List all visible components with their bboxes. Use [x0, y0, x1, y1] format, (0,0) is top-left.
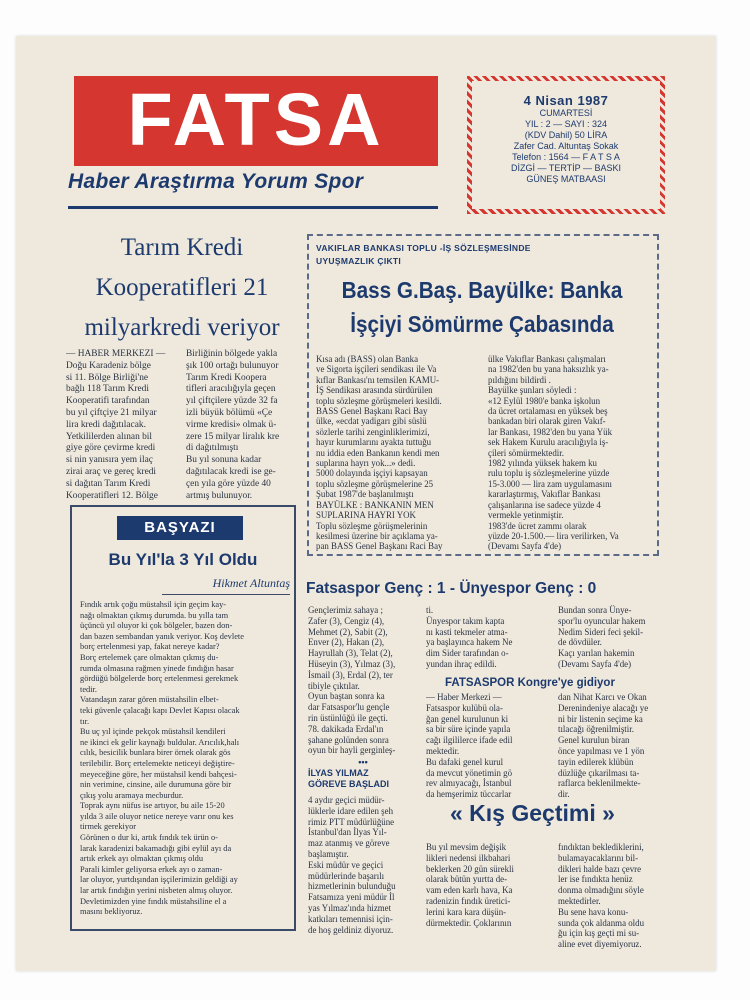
- text-line: nı kasti tekmeler atma-: [426, 626, 508, 637]
- text-line: likleri nedensi ilkbahari: [426, 852, 511, 863]
- text-line: yüzde 20-1.500.— lira verilirken, Va: [488, 530, 619, 541]
- ilyas-body: [308, 795, 418, 935]
- text-line: virme kredisi» olmak ü-: [186, 419, 277, 430]
- text-line: bulamayacaklarını bil-: [558, 852, 639, 863]
- issue-phone: Telefon : 1564 — F A T S A: [512, 152, 620, 162]
- text-line: çalışanlarına ise sadece yüzde 4: [488, 499, 601, 510]
- issue-date: 4 Nisan 1987: [523, 93, 609, 108]
- text-line: lar oluyor, yurtdışından işçilerimizin geldiği ay: [80, 875, 238, 885]
- text-line: Zafer (3), Cengiz (4),: [308, 615, 385, 626]
- text-line: çen yıla göre yüzde 40: [186, 478, 271, 489]
- text-line: — HABER MERKEZİ —: [66, 349, 166, 359]
- text-line: 1982 yılında yüksek hakem ku: [488, 458, 597, 469]
- text-line: Derenindeniye alacağı ye: [558, 702, 649, 713]
- text-line: lar Bankası, 1982'den bu yana Yük: [488, 426, 613, 437]
- text-line: olarak bütün yurtta de-: [426, 874, 508, 885]
- text-line: sa bir süre içinde yapıla: [426, 724, 511, 735]
- text-line: tayin edilerek klübün: [558, 756, 634, 767]
- text-line: hizmetlerinin bulunduğu: [308, 881, 396, 892]
- text-line: üçüncü yıl oluyor ki çok bölgeler, bazen don-: [80, 621, 233, 631]
- text-line: Borç ertelemek çare olmaktan çıkmış du-: [80, 652, 219, 662]
- text-line: sözlerle tarihi zenginliklerimizi,: [316, 426, 430, 437]
- text-line: Bundan sonra Ünye-: [558, 605, 632, 615]
- text-line: raflarca beklenilmekte-: [558, 778, 641, 789]
- text-line: Hüseyin (3), Yılmaz (3),: [308, 658, 396, 669]
- masthead-title: FATSA: [127, 78, 385, 161]
- text-line: Bu sene hava konu-: [558, 906, 629, 917]
- text-line: rin üstünlüğü ile geçti.: [308, 712, 388, 723]
- masthead-rule: [68, 206, 438, 209]
- issue-press: GÜNEŞ MATBAASI: [526, 174, 606, 184]
- text-line: 15-3.000 — lira zam uygulamasını: [488, 478, 612, 489]
- issue-info-box: [467, 76, 665, 214]
- text-line: lüklerle idare edilen şeh: [308, 805, 394, 816]
- text-line: si dağıtan Tarım Kredi: [66, 478, 151, 489]
- text-line: Fındık artık çoğu müstahsil için geçim kay-: [80, 600, 227, 609]
- ilyas-headline-line-1: İLYAS YILMAZ: [308, 768, 369, 778]
- text-line: Oyun baştan sonra ka: [308, 691, 385, 702]
- text-line: na 1982'den bu yana haksızlık ya-: [488, 364, 609, 375]
- issue-day: CUMARTESİ: [539, 108, 593, 118]
- text-line: Gençlerimiz sahaya ;: [308, 605, 383, 615]
- text-line: beklerken 20 gün sürekli: [426, 863, 514, 874]
- text-line: şık 100 ortağı bulunuyor: [186, 360, 279, 371]
- text-line: Bu yıl sonuna kadar: [186, 455, 262, 466]
- text-line: nu iddia eden Bankanın kendi men: [316, 447, 440, 458]
- text-line: (Devamı Sayfa 4'de): [558, 658, 632, 669]
- kis-headline: « Kış Geçtimi »: [450, 800, 615, 826]
- text-line: Kooperatifi tarafından: [66, 396, 150, 407]
- kongre-headline: FATSASPOR Kongre'ye gidiyor: [445, 677, 615, 689]
- text-line: suplarına hayrı yok...» dedi.: [316, 458, 416, 469]
- text-line: Mehmet (2), Sabit (2),: [308, 626, 388, 637]
- text-line: İstanbul'dan İlyas Yıl-: [308, 827, 387, 838]
- issue-price: (KDV Dahil) 50 LİRA: [524, 130, 608, 140]
- text-line: sunda çok aldanma oldu: [558, 917, 645, 928]
- text-line: dan Nihat Karcı ve Okan: [558, 692, 647, 702]
- text-line: Nedim Sideri feci şekil-: [558, 626, 644, 637]
- text-line: yundan ihraç edildi.: [426, 658, 497, 669]
- issue-address: Zafer Cad. Altuntaş Sokak: [513, 141, 619, 151]
- vakif-headline-line-2: İşçiyi Sömürme Çabasında: [350, 311, 614, 337]
- text-line: İsmail (3), Erdal (2), ter: [308, 669, 393, 680]
- text-line: 4 aydır geçici müdür-: [308, 795, 385, 805]
- tarim-column-2: [186, 349, 298, 502]
- text-line: Yetkililerden alınan bil: [66, 431, 153, 442]
- tarim-headline-line-3: milyarkredi veriyor: [84, 314, 280, 341]
- text-line: Devletimizden yine fındık müstahsiline el a: [80, 896, 227, 906]
- text-line: rev almıyacağı, İstanbul: [426, 778, 512, 789]
- text-line: de dövdüler.: [558, 637, 602, 648]
- kis-column-1: [426, 842, 538, 928]
- text-line: bağlı 118 Tarım Kredi: [66, 384, 149, 395]
- text-line: (Devamı Sayfa 4'de): [488, 541, 562, 552]
- text-line: 1983'de ücret zammı olarak: [488, 520, 587, 531]
- kis-column-2: [558, 842, 660, 950]
- text-line: masını bekliyoruz.: [80, 907, 143, 917]
- kongre-column-2: [558, 692, 660, 800]
- text-line: fındıktan beklediklerini,: [558, 842, 644, 852]
- vakif-column-1: [316, 354, 472, 552]
- text-line: zirai araç ve gereç kredi: [66, 466, 157, 477]
- text-line: dürmektedir. Çoklarının: [426, 917, 512, 928]
- text-line: de hoş geldiniz diyoruz.: [308, 924, 394, 935]
- editorial-badge: BAŞYAZI: [117, 516, 243, 540]
- text-line: Kooperatifleri 12. Bölge: [66, 490, 158, 501]
- text-line: SUPLARINA HAYRI YOK: [316, 510, 416, 521]
- text-line: mektedir.: [426, 745, 460, 756]
- text-line: ve Sigorta işçileri sendikası ile Va: [316, 364, 437, 375]
- text-line: çileri sömürmektedir.: [488, 447, 564, 458]
- text-line: Görünen o dur ki, artık fındık tek ürün o-: [80, 833, 218, 843]
- text-line: artık erkek ayı olmaktan çıkmış oldu: [80, 854, 204, 864]
- ilyas-stars: •••: [358, 757, 368, 767]
- text-line: Ünyespor takım kapta: [426, 615, 505, 626]
- text-line: dim Sider tarafından o-: [426, 648, 509, 659]
- text-line: tibiyle çıktılar.: [308, 680, 360, 691]
- vakif-headline: [329, 273, 635, 341]
- text-line: lerini kara kara düşün-: [426, 906, 507, 917]
- text-line: Hayrullah (3), Telat (2),: [308, 648, 393, 659]
- text-line: gördüğü bölgelerde borç ertelenmesi gerekmek: [80, 674, 239, 684]
- text-line: kıflar Bankası'nı temsilen KAMU-: [316, 374, 440, 385]
- text-line: Parali kimler geliyorsa erkek ayı o zaman-: [80, 864, 223, 874]
- text-line: bankadan biri olarak giren Vakıf-: [488, 416, 606, 427]
- text-line: dikleri halde bazı çevre: [558, 863, 642, 874]
- text-line: nağı olmaktan çıkmış durumda. bu yılla tam: [80, 610, 229, 620]
- text-line: Şubat 1987'de başlanılmıştı: [316, 489, 414, 500]
- tarim-headline-line-2: Kooperatifleri 21: [95, 274, 269, 301]
- text-line: nin verimine, cinsine, aile durumuna göre bir: [80, 780, 232, 790]
- vakif-kicker: [316, 242, 646, 268]
- text-line: ya başlayınca hakem Ne: [426, 637, 513, 648]
- text-line: da mevcut yönetimin gö: [426, 767, 513, 778]
- text-line: Fatsamıza yeni müdür İl: [308, 892, 395, 903]
- kongre-column-1: [426, 692, 538, 800]
- vakif-column-2: [488, 354, 650, 552]
- text-line: zere 15 milyar liralık kre: [186, 431, 280, 442]
- text-line: maz atanmış ve göreve: [308, 838, 390, 849]
- text-line: rimiz PTT müdürlüğüne: [308, 816, 395, 827]
- text-line: tifleri aracılığıyla geçen: [186, 384, 276, 395]
- vakif-kicker-line-2: UYUŞMAZLIK ÇIKTI: [316, 256, 402, 266]
- masthead-tagline: Haber Araştırma Yorum Spor: [68, 170, 364, 193]
- editorial-body: [80, 600, 290, 918]
- text-line: radenizin fındık üretici-: [426, 895, 511, 906]
- text-line: Genel kurulun biran: [558, 735, 630, 746]
- text-line: ğan genel kurulunun ki: [426, 713, 509, 724]
- text-line: borç ertelenmesi yap, fakat nereye kadar?: [80, 642, 220, 652]
- text-line: Kaçı yarılan hakemin: [558, 648, 635, 659]
- text-line: Eski müdür ve geçici: [308, 859, 384, 870]
- text-line: oyun bir hayli gerginleş-: [308, 745, 396, 756]
- text-line: yas Yılmaz'ında hizmet: [308, 902, 392, 913]
- text-line: düzlüğe çıkarilması ta-: [558, 767, 640, 778]
- text-line: tirmek gerekiyor: [80, 822, 137, 832]
- tarim-column-1: [66, 349, 178, 502]
- text-line: dir.: [558, 789, 570, 800]
- sport-column-1: [308, 605, 418, 756]
- text-line: Bayülke şunları söyledi :: [488, 385, 577, 396]
- text-line: ler ise fındıkta henüz: [558, 874, 633, 885]
- text-line: İŞ Sendikası arasında sürdürülen: [316, 385, 433, 396]
- text-line: artmış bulunuyor.: [186, 490, 253, 501]
- text-line: teki güvenle çalacağı kapı Devlet Kapısı olacak: [80, 705, 240, 715]
- ilyas-headline: [308, 757, 418, 790]
- text-line: ti.: [426, 605, 434, 615]
- text-line: önce yapılması ve 1 yön: [558, 745, 645, 756]
- text-line: ülke, «ecdat yadigarı gibi süslü: [316, 416, 427, 427]
- editorial-headline: Bu Yıl'la 3 Yıl Oldu: [108, 550, 258, 569]
- text-line: toplu sözleşme görüşmelerine 25: [316, 478, 434, 489]
- text-line: kararlaştırmış, Vakıflar Bankası: [488, 489, 601, 500]
- text-line: mektedirler.: [558, 895, 601, 906]
- issue-print: DİZGİ — TERTİP — BASKI: [510, 163, 622, 173]
- text-line: tır.: [80, 716, 90, 726]
- text-line: BASS Genel Başkanı Raci Bay: [316, 406, 428, 417]
- text-line: müdürlerinde başarılı: [308, 870, 385, 881]
- text-line: lar artık fındığın yerini nisbeten almış oluyor.: [80, 886, 233, 896]
- text-line: yılda 3 aile oluyor netice nereye varır onu kes: [80, 811, 234, 821]
- ilyas-headline-line-2: GÖREVE BAŞLADI: [308, 779, 390, 789]
- text-line: si nin yanısıra yem ilaç: [66, 455, 153, 466]
- text-line: spor'lu oyuncular hakem: [558, 615, 646, 626]
- text-line: Enver (2), Hakan (2),: [308, 637, 385, 648]
- text-line: vam eden karlı hava, Ka: [426, 885, 513, 896]
- text-line: cılık, besicilik bunlara birer örnek olarak gös: [80, 748, 231, 758]
- text-line: BAYÜLKE : BANKANIN MEN: [316, 499, 434, 510]
- text-line: rulu toplu iş sözleşmelerine yüzde: [488, 468, 610, 479]
- text-line: da ücret ortalaması en yüksek beş: [488, 406, 608, 417]
- text-line: katkıları temennisi için-: [308, 913, 393, 924]
- text-line: Kısa adı (BASS) olan Banka: [316, 354, 419, 364]
- text-line: toplu sözleşme görüşmeleri kesildi.: [316, 395, 442, 406]
- text-line: yıl çiftçilere yüzde 32 fa: [186, 396, 278, 407]
- text-line: Toprak aynı nüfus ise artıyor, bu aile 15-20: [80, 801, 225, 811]
- text-line: Vatandaşın zarar gören müstahsilin elbet-: [80, 695, 219, 705]
- text-line: başlamıştır.: [308, 848, 349, 859]
- text-line: terilebilir. Borç ertelemekte neticeyi değiştire-: [80, 758, 235, 768]
- text-line: meyeceğine göre, her müstahsil kendi bahçesi-: [80, 769, 237, 779]
- text-line: bu yıl çiftçiye 21 milyar: [66, 407, 157, 418]
- text-line: ğu için kış geçti mi su-: [558, 928, 640, 939]
- text-line: Fatsaspor kulübü ola-: [426, 702, 503, 713]
- text-line: Bu dafaki genel kurul: [426, 756, 504, 767]
- text-line: ülke Vakıflar Bankası çalışmaları: [488, 354, 606, 364]
- text-line: tedir.: [80, 684, 97, 694]
- text-line: pıldığını bildirdi .: [488, 374, 551, 385]
- text-line: rumda olmasına rağmen yinede fındığın hasar: [80, 663, 234, 673]
- text-line: cağı ilgililerce ifade edil: [426, 735, 513, 746]
- text-line: si 11. Bölge Birliği'ne: [66, 372, 149, 383]
- sport-headline: Fatsaspor Genç : 1 - Ünyespor Genç : 0: [306, 580, 597, 597]
- text-line: pan BASS Genel Başkanı Raci Bay: [316, 541, 443, 552]
- tarim-headline-line-1: Tarım Kredi: [120, 234, 244, 261]
- text-line: dan bazen sembandan yanık veriyor. Koş devlete: [80, 631, 244, 641]
- text-line: dar Fatsaspor'lu gençle: [308, 702, 390, 713]
- editorial-author-rule: [162, 594, 290, 595]
- text-line: 78. dakikada Erdal'ın: [308, 723, 384, 734]
- text-line: aline evet diyemiyoruz.: [558, 939, 642, 950]
- tarim-headline: [64, 228, 300, 348]
- text-line: Bu yıl mevsim değişik: [426, 842, 507, 852]
- text-line: giye göre çevirme kredi: [66, 443, 156, 454]
- sport-column-2: [426, 605, 538, 670]
- text-line: larak karadenizi bakamadığı gibi eylül ayı da: [80, 843, 232, 853]
- text-line: sek Hakem Kurulu aracılığıyla iş-: [488, 437, 609, 448]
- editorial-author: Hikmet Altuntaş: [212, 576, 290, 590]
- vakif-kicker-line-1: VAKIFLAR BANKASI TOPLU -İŞ SÖZLEŞMESİNDE: [316, 243, 531, 253]
- text-line: tılacağı öğrenilmiştir.: [558, 724, 634, 735]
- text-line: Birliğinin bölgede yakla: [186, 349, 278, 359]
- text-line: «12 Eylül 1980'e banka işkolun: [488, 395, 601, 406]
- text-line: — Haber Merkezi —: [426, 692, 502, 702]
- sport-column-3: [558, 605, 660, 670]
- text-line: çıkış yolu aramaya mecburdur.: [80, 790, 184, 800]
- text-line: di dağıtılmıştı: [186, 443, 239, 454]
- text-line: da hemşerimiz tüccarlar: [426, 789, 512, 800]
- text-line: Tarım Kredi Koopera: [186, 372, 267, 383]
- text-line: 5000 dolayında işçiyi kapsayan: [316, 468, 428, 479]
- text-line: kesilmesi üzerine bir açıklama ya-: [316, 530, 438, 541]
- text-line: hayır kurumlarını ayakta tuttuğu: [316, 437, 432, 448]
- text-line: dağıtılacak kredi ise ge-: [186, 466, 276, 477]
- text-line: Doğu Karadeniz bölge: [66, 360, 151, 371]
- text-line: Bu uç yıl içinde pekçok müstahsil kendileri: [80, 727, 226, 737]
- text-line: Toplu sözleşme görüşmelerinin: [316, 520, 428, 531]
- text-line: ne ikinci ek gelir kaynağı buldular. Arıcılık,halı: [80, 737, 240, 747]
- text-line: vermekle yetinmiştir.: [488, 510, 564, 521]
- text-line: şahane golünden sonra: [308, 734, 389, 745]
- text-line: donma olmadığını söyle: [558, 885, 644, 896]
- text-line: lira kredi dağıtılacak.: [66, 419, 146, 430]
- text-line: ni bir listenin seçime ka: [558, 713, 643, 724]
- issue-number: YIL : 2 — SAYI : 324: [524, 119, 608, 129]
- vakif-headline-line-1: Bass G.Baş. Bayülke: Banka: [341, 277, 623, 303]
- text-line: izli büyük bölümü «Çe: [186, 407, 273, 418]
